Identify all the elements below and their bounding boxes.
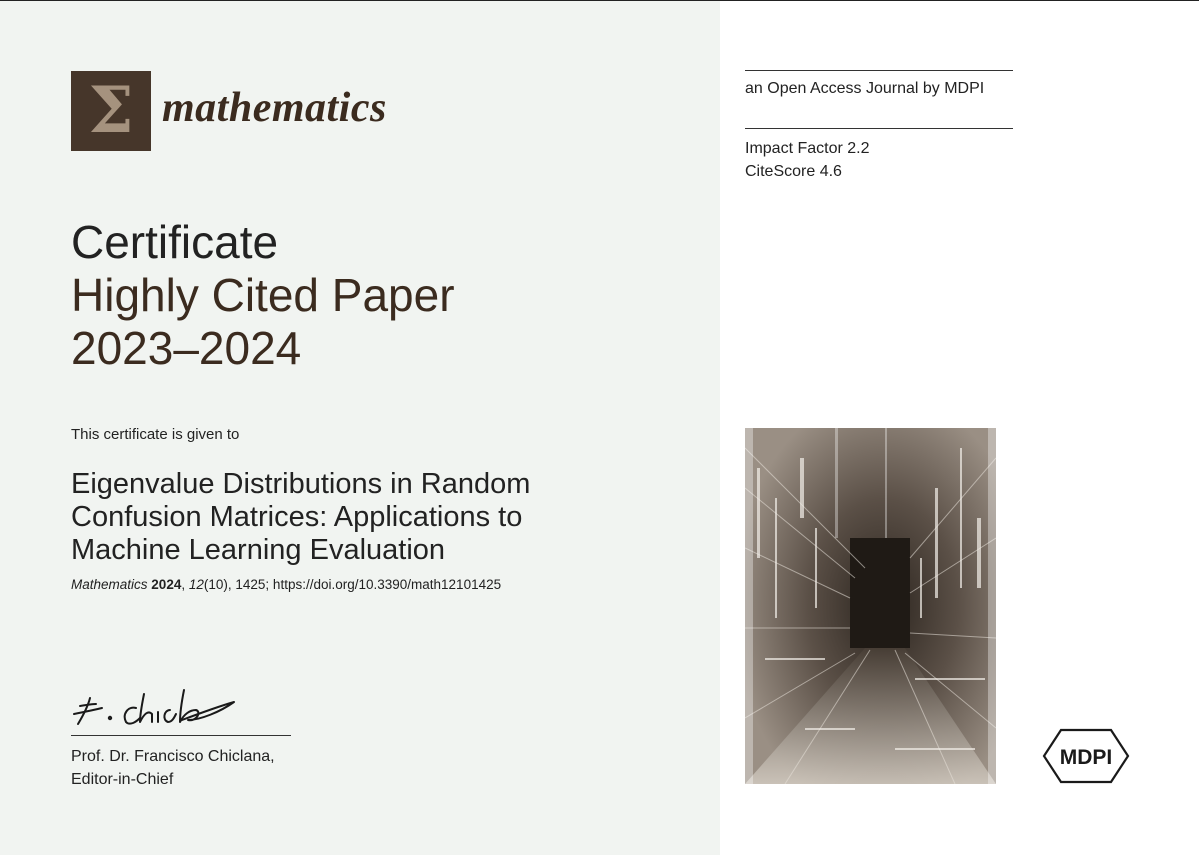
journal-metrics xyxy=(745,137,870,183)
signer-role: Editor-in-Chief xyxy=(71,771,174,788)
citation-volume: 12 xyxy=(188,577,204,592)
citation-journal: Mathematics xyxy=(71,577,148,592)
signature-image xyxy=(70,680,240,730)
signer-block xyxy=(71,745,275,791)
cover-image xyxy=(745,428,996,784)
journal-name: mathematics xyxy=(162,85,387,131)
top-border xyxy=(0,0,1199,1)
paper-citation: Mathematics 2024, 12(10), 1425; https://doi.org/10.3390/math12101425 xyxy=(71,577,502,592)
given-to-text: This certificate is given to xyxy=(71,426,240,443)
citescore: CiteScore 4.6 xyxy=(745,163,842,180)
signer-name: Prof. Dr. Francisco Chiclana, xyxy=(71,748,275,765)
certificate-title-line2: Highly Cited Paper xyxy=(71,269,455,321)
divider-top xyxy=(745,70,1013,71)
abstract-corridor-image xyxy=(745,428,996,784)
paper-title: Eigenvalue Distributions in Random Confusion Matrices: Applications to Machine Learning Evaluation xyxy=(71,468,531,566)
divider-bottom xyxy=(745,128,1013,129)
mdpi-logo-icon xyxy=(1041,727,1131,785)
journal-logo-icon xyxy=(71,71,151,151)
mdpi-logo-text: MDPI xyxy=(1059,746,1113,769)
impact-factor: Impact Factor 2.2 xyxy=(745,140,870,157)
citation-year: 2024 xyxy=(151,577,182,592)
sigma-symbol: Σ xyxy=(88,73,134,148)
signature-line xyxy=(71,735,291,736)
certificate-title-line1: Certificate xyxy=(71,216,279,268)
journal-tagline: an Open Access Journal by MDPI xyxy=(745,80,985,97)
citation-issue-pages: (10), 1425; https://doi.org/10.3390/math12101425 xyxy=(203,577,502,592)
certificate-title-line3: 2023–2024 xyxy=(71,322,302,374)
certificate-title xyxy=(71,216,455,375)
